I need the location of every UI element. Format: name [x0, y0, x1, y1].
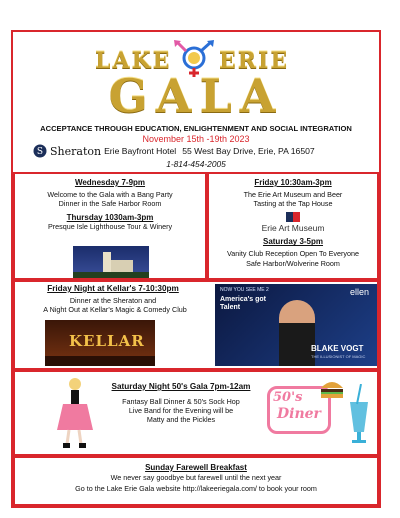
ellen-brand: ellen	[349, 287, 369, 297]
burger-icon	[319, 378, 345, 400]
kellar-floor	[45, 356, 155, 366]
saturday-night-line2: Live Band for the Evening will be	[128, 406, 234, 415]
sunday-line2: Go to the Lake Erie Gala website http://lakeeriegala.com/ to book your room	[75, 484, 317, 494]
performer-photo	[215, 284, 377, 366]
wednesday-line1: Welcome to the Gala with a Bang Party	[47, 190, 173, 199]
friday-day-line1: The Erie Art Museum and Beer	[243, 190, 343, 199]
museum-logo	[209, 212, 377, 233]
museum-logo-icon	[286, 212, 300, 222]
diner-sign	[263, 376, 375, 452]
wednesday-thursday-section	[13, 172, 207, 280]
performer-name: BLAKE VOGT	[311, 344, 364, 353]
wednesday-heading: Wednesday 7-9pm	[74, 178, 146, 187]
saturday-night-line3: Matty and the Pickles	[146, 415, 216, 424]
friday-day-heading: Friday 10:30am-3pm	[254, 178, 332, 187]
hotel-address: 55 West Bay Drive, Erie, PA 16507	[182, 146, 315, 156]
phone: 1-814-454-2005	[166, 159, 226, 169]
tagline: ACCEPTANCE THROUGH EDUCATION, ENLIGHTENMENT AND SOCIAL INTEGRATION	[40, 124, 352, 133]
diner-sign-bottom: Diner	[277, 406, 321, 422]
sheraton-logo-icon	[33, 144, 47, 158]
logo-word-right: ERIE	[219, 48, 290, 74]
friday-day-line2: Tasting at the Tap House	[253, 199, 333, 209]
diner-sign-top: 50's	[273, 390, 303, 405]
friday-night-line1: Dinner at the Sheraton and	[69, 296, 157, 305]
lighthouse-photo	[73, 246, 149, 278]
header	[13, 32, 379, 172]
saturday-day-heading: Saturday 3-5pm	[262, 237, 324, 247]
performer-top-left-text: NOW YOU SEE ME 2	[220, 287, 269, 293]
logo-word-left: LAKE	[95, 48, 172, 74]
kellar-club-photo	[45, 320, 155, 366]
poodle-skirt-girl-icon	[53, 376, 93, 450]
sunday-line1: We never say goodbye but farewell until the next year	[110, 473, 282, 482]
saturday-day-line1: Vanity Club Reception Open To Everyone	[227, 249, 359, 259]
saturday-night-heading: Saturday Night 50's Gala 7pm-12am	[111, 382, 251, 391]
thursday-line1: Presque Isle Lighthouse Tour & Winery	[47, 222, 173, 232]
saturday-night-line1: Fantasy Ball Dinner & 50's Sock Hop	[122, 397, 240, 406]
friday-saturday-day-section	[207, 172, 379, 280]
saturday-night-section	[13, 370, 379, 456]
svg-text:S: S	[36, 147, 44, 157]
hotel-line	[33, 144, 315, 158]
thursday-heading: Thursday 1030am-3pm	[66, 213, 154, 223]
event-flyer	[11, 30, 381, 508]
hotel-brand: Sheraton	[50, 144, 102, 158]
logo-main: GALA	[108, 69, 284, 123]
friday-night-line2: A Night Out at Kellar's Magic & Comedy Club	[43, 305, 187, 314]
show-name: America's got Talent	[220, 296, 267, 311]
performer-subtitle: THE ILLUSIONIST OF MAGIC	[311, 354, 366, 359]
lighthouse-ground	[73, 272, 149, 278]
saturday-day-line2: Safe Harbor/Wolverine Room	[246, 258, 340, 268]
hotel-name: Erie Bayfront Hotel	[104, 146, 177, 156]
museum-logo-text: Erie Art Museum	[261, 223, 325, 234]
performer-figure	[279, 300, 315, 366]
friday-night-section	[13, 280, 379, 370]
friday-night-heading: Friday Night at Kellar's 7-10:30pm	[47, 284, 179, 293]
sunday-heading: Sunday Farewell Breakfast	[145, 463, 247, 472]
lighthouse-house	[111, 260, 133, 272]
kellar-sign: KELLAR	[69, 332, 145, 350]
lighthouse-tower	[103, 252, 111, 272]
wednesday-line2: Dinner in the Safe Harbor Room	[58, 199, 162, 209]
sunday-section	[13, 456, 379, 506]
event-dates: November 15th -19th 2023	[142, 134, 250, 144]
milkshake-icon	[347, 384, 371, 446]
